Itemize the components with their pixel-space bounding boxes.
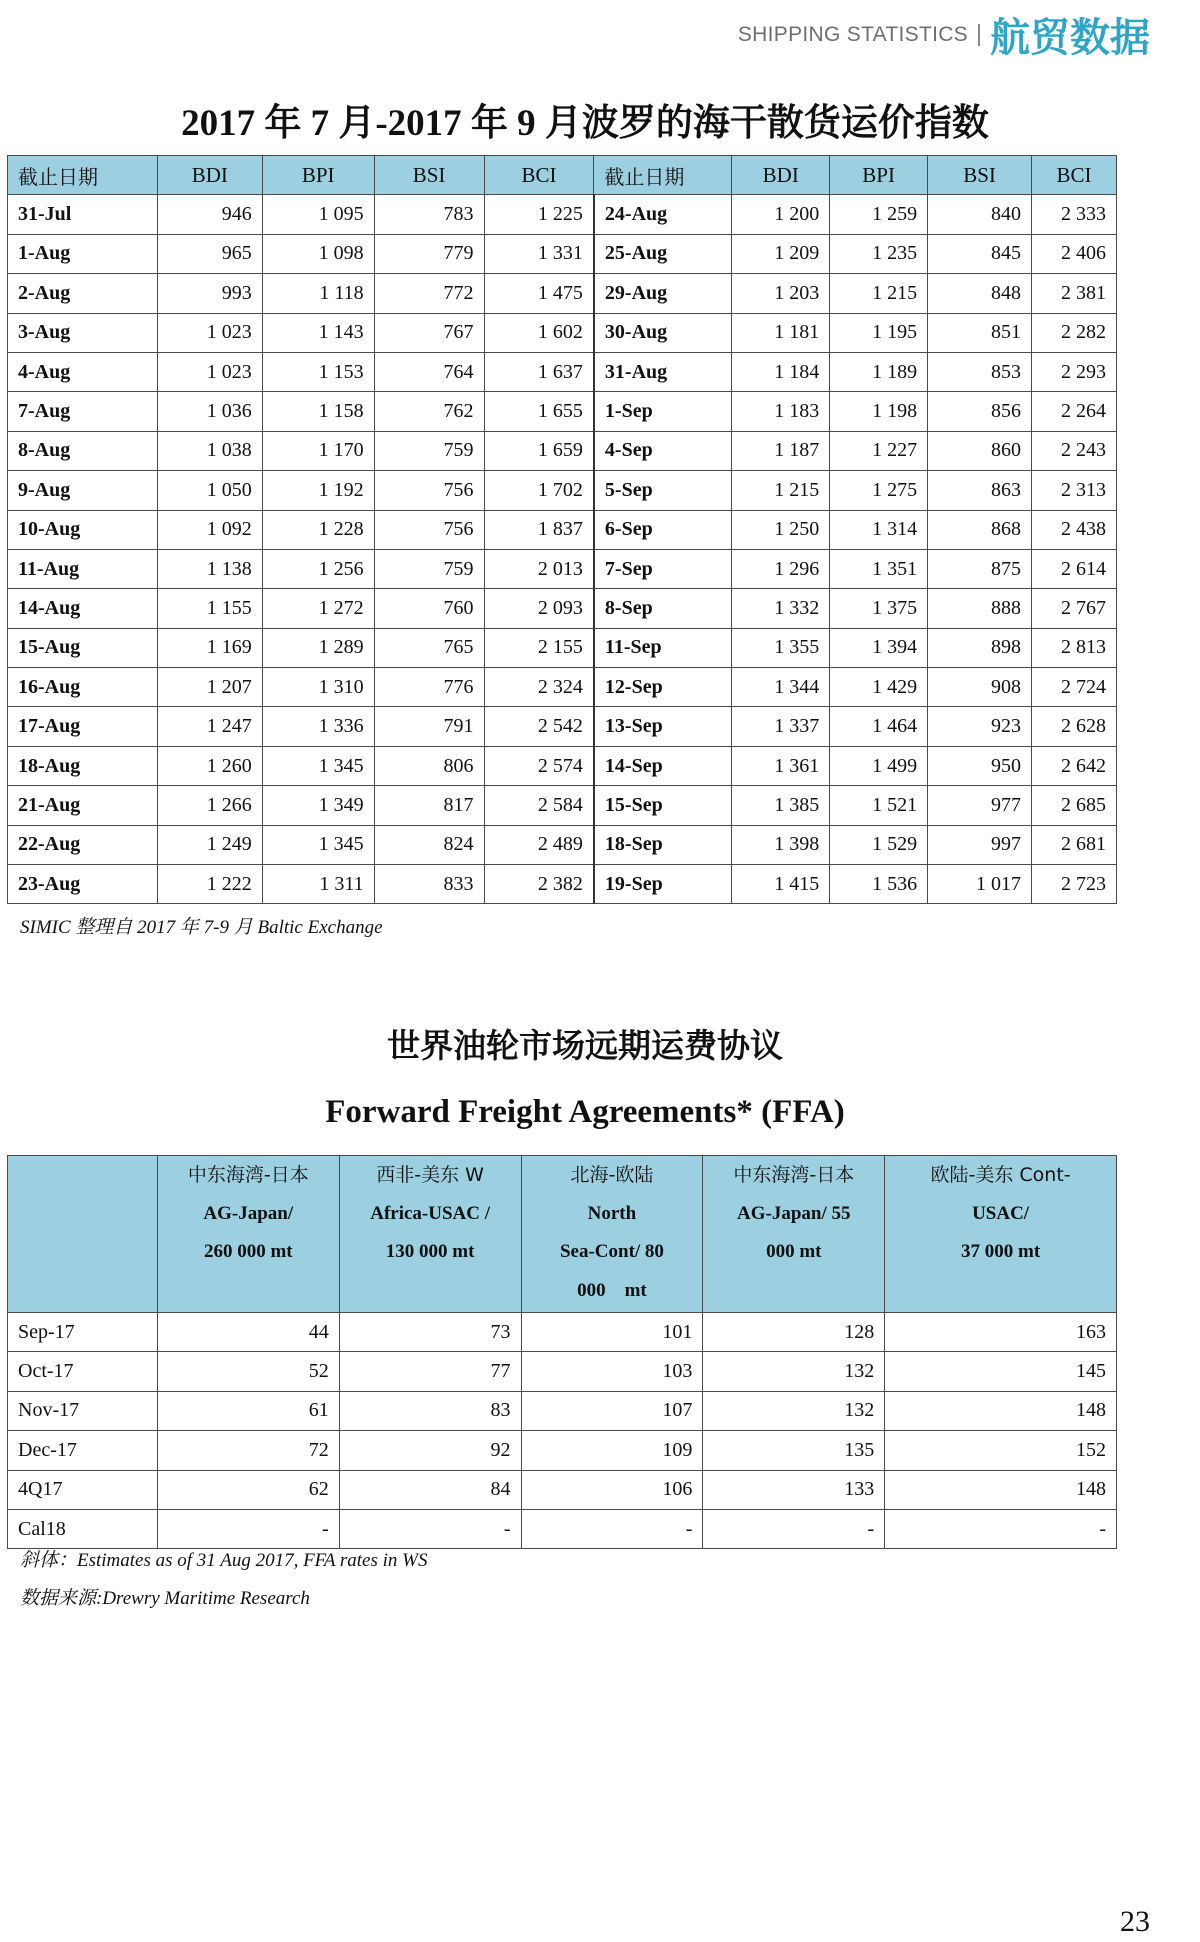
index-value-cell: 1 398 [732, 825, 830, 864]
index-value-cell: 1 153 [262, 352, 374, 391]
index-value-cell: 2 681 [1032, 825, 1117, 864]
index-value-cell: 1 602 [484, 313, 594, 352]
index-value-cell: 1 098 [262, 234, 374, 273]
index-value-cell: 1 529 [830, 825, 928, 864]
index-value-cell: 2 767 [1032, 589, 1117, 628]
index-value-cell: 2 324 [484, 668, 594, 707]
date-cell: 3-Aug [8, 313, 158, 352]
index-value-cell: 2 723 [1032, 865, 1117, 904]
index-value-cell: 1 464 [830, 707, 928, 746]
index-value-cell: 2 406 [1032, 234, 1117, 273]
index-value-cell: 776 [374, 668, 484, 707]
index-value-cell: 1 275 [830, 471, 928, 510]
rate-cell: 103 [521, 1352, 703, 1391]
bdi-header-cell: 截止日期 [594, 156, 732, 195]
ffa-route-en: 000 mt [766, 1241, 822, 1263]
table-row [8, 1352, 1117, 1391]
bdi-header-cell: BDI [732, 156, 830, 195]
index-value-cell: 1 655 [484, 392, 594, 431]
table-row [8, 825, 1117, 864]
date-cell: 5-Sep [594, 471, 732, 510]
rate-cell: 107 [521, 1391, 703, 1430]
index-value-cell: 2 313 [1032, 471, 1117, 510]
index-value-cell: 1 200 [732, 195, 830, 234]
index-value-cell: 1 260 [157, 746, 262, 785]
index-value-cell: 817 [374, 786, 484, 825]
index-value-cell: 1 215 [830, 274, 928, 313]
bdi-header-cell: BSI [928, 156, 1032, 195]
index-value-cell: 765 [374, 628, 484, 667]
ffa-route-header [157, 1156, 339, 1313]
index-value-cell: 1 637 [484, 352, 594, 391]
index-value-cell: 1 209 [732, 234, 830, 273]
index-value-cell: 1 521 [830, 786, 928, 825]
index-value-cell: 783 [374, 195, 484, 234]
date-cell: 17-Aug [8, 707, 158, 746]
table-row [8, 392, 1117, 431]
ffa-estimate-note: 斜体：Estimates as of 31 Aug 2017, FFA rates in WS [20, 1550, 428, 1571]
ffa-title-cn: 世界油轮市场远期运费协议 [387, 1026, 783, 1065]
index-value-cell: 1 038 [157, 431, 262, 470]
index-value-cell: 1 659 [484, 431, 594, 470]
ffa-route-en: Africa-USAC / [370, 1202, 490, 1224]
index-value-cell: 2 614 [1032, 549, 1117, 588]
index-value-cell: 2 013 [484, 549, 594, 588]
ffa-source-note: 数据来源:Drewry Maritime Research [20, 1588, 310, 1609]
rate-cell: 77 [339, 1352, 521, 1391]
date-cell: 4-Aug [8, 352, 158, 391]
table-row [8, 668, 1117, 707]
index-value-cell: 1 092 [157, 510, 262, 549]
index-value-cell: 1 195 [830, 313, 928, 352]
index-value-cell: 1 155 [157, 589, 262, 628]
rate-cell: 132 [703, 1391, 885, 1430]
index-value-cell: 908 [928, 668, 1032, 707]
period-cell: Oct-17 [8, 1352, 158, 1391]
rate-cell: 145 [885, 1352, 1117, 1391]
rate-cell: 73 [339, 1313, 521, 1352]
date-cell: 14-Aug [8, 589, 158, 628]
index-value-cell: 1 023 [157, 352, 262, 391]
rate-cell: 61 [157, 1391, 339, 1430]
index-value-cell: 756 [374, 471, 484, 510]
index-value-cell: 1 118 [262, 274, 374, 313]
rate-cell: 92 [339, 1431, 521, 1470]
bdi-table [7, 155, 1117, 904]
index-value-cell: 2 584 [484, 786, 594, 825]
index-value-cell: 2 628 [1032, 707, 1117, 746]
date-cell: 14-Sep [594, 746, 732, 785]
index-value-cell: 875 [928, 549, 1032, 588]
index-value-cell: 1 311 [262, 865, 374, 904]
period-cell: Sep-17 [8, 1313, 158, 1352]
index-value-cell: 1 536 [830, 865, 928, 904]
index-value-cell: 1 415 [732, 865, 830, 904]
period-cell: Dec-17 [8, 1431, 158, 1470]
rate-cell: 109 [521, 1431, 703, 1470]
index-value-cell: 1 837 [484, 510, 594, 549]
index-value-cell: 1 203 [732, 274, 830, 313]
index-value-cell: 1 272 [262, 589, 374, 628]
ffa-route-cn: 西非-美东 W [376, 1164, 484, 1186]
index-value-cell: 1 215 [732, 471, 830, 510]
rate-cell: 72 [157, 1431, 339, 1470]
index-value-cell: 759 [374, 431, 484, 470]
bdi-title: 2017 年 7 月-2017 年 9 月波罗的海干散货运价指数 [181, 103, 989, 144]
ffa-route-en: 37 000 mt [961, 1241, 1041, 1263]
index-value-cell: 977 [928, 786, 1032, 825]
index-value-cell: 759 [374, 549, 484, 588]
index-value-cell: 1 289 [262, 628, 374, 667]
index-value-cell: 860 [928, 431, 1032, 470]
index-value-cell: 1 250 [732, 510, 830, 549]
index-value-cell: 1 266 [157, 786, 262, 825]
bdi-header-cell: BDI [157, 156, 262, 195]
rate-cell: - [339, 1509, 521, 1548]
ffa-route-header [521, 1156, 703, 1313]
bdi-header-cell: BPI [262, 156, 374, 195]
index-value-cell: 1 429 [830, 668, 928, 707]
index-value-cell: 1 143 [262, 313, 374, 352]
index-value-cell: 2 382 [484, 865, 594, 904]
ffa-route-header [885, 1156, 1117, 1313]
rate-cell: 148 [885, 1470, 1117, 1509]
table-row [8, 195, 1117, 234]
index-value-cell: 1 235 [830, 234, 928, 273]
date-cell: 19-Sep [594, 865, 732, 904]
index-value-cell: 833 [374, 865, 484, 904]
rate-cell: - [521, 1509, 703, 1548]
bdi-header-cell: BSI [374, 156, 484, 195]
index-value-cell: 2 574 [484, 746, 594, 785]
table-row [8, 628, 1117, 667]
index-value-cell: 1 158 [262, 392, 374, 431]
date-cell: 29-Aug [594, 274, 732, 313]
index-value-cell: 2 724 [1032, 668, 1117, 707]
rate-cell: 152 [885, 1431, 1117, 1470]
rate-cell: 135 [703, 1431, 885, 1470]
rate-cell: 83 [339, 1391, 521, 1430]
date-cell: 1-Sep [594, 392, 732, 431]
rate-cell: - [157, 1509, 339, 1548]
period-cell: 4Q17 [8, 1470, 158, 1509]
table-row [8, 589, 1117, 628]
index-value-cell: 1 036 [157, 392, 262, 431]
index-value-cell: 1 336 [262, 707, 374, 746]
index-value-cell: 1 345 [262, 825, 374, 864]
ffa-route-en: Sea-Cont/ 80 [559, 1241, 664, 1263]
index-value-cell: 2 813 [1032, 628, 1117, 667]
date-cell: 9-Aug [8, 471, 158, 510]
index-value-cell: 1 198 [830, 392, 928, 431]
index-value-cell: 1 225 [484, 195, 594, 234]
index-value-cell: 1 314 [830, 510, 928, 549]
index-value-cell: 965 [157, 234, 262, 273]
date-cell: 30-Aug [594, 313, 732, 352]
ffa-route-en: 260 000 mt [203, 1241, 293, 1263]
date-cell: 15-Sep [594, 786, 732, 825]
index-value-cell: 779 [374, 234, 484, 273]
index-value-cell: 946 [157, 195, 262, 234]
ffa-route-cn: 欧陆-美东 Cont- [930, 1164, 1071, 1186]
table-row [8, 431, 1117, 470]
ffa-title-en: Forward Freight Agreements* (FFA) [325, 1094, 845, 1130]
index-value-cell: 1 355 [732, 628, 830, 667]
ffa-route-cn: 中东海湾-日本 [733, 1164, 855, 1186]
index-value-cell: 1 207 [157, 668, 262, 707]
date-cell: 21-Aug [8, 786, 158, 825]
index-value-cell: 2 243 [1032, 431, 1117, 470]
date-cell: 31-Jul [8, 195, 158, 234]
date-cell: 7-Aug [8, 392, 158, 431]
date-cell: 11-Aug [8, 549, 158, 588]
index-value-cell: 1 375 [830, 589, 928, 628]
index-value-cell: 1 337 [732, 707, 830, 746]
bdi-source-note: SIMIC 整理自 2017 年 7-9 月 Baltic Exchange [20, 917, 383, 938]
index-value-cell: 2 333 [1032, 195, 1117, 234]
ffa-route-en: AG-Japan/ [203, 1202, 294, 1224]
index-value-cell: 767 [374, 313, 484, 352]
ffa-route-cn: 中东海湾-日本 [187, 1164, 309, 1186]
index-value-cell: 1 499 [830, 746, 928, 785]
date-cell: 4-Sep [594, 431, 732, 470]
page-number: 23 [1120, 1905, 1150, 1938]
table-row [8, 234, 1117, 273]
table-row [8, 707, 1117, 746]
table-row [8, 746, 1117, 785]
table-row [8, 510, 1117, 549]
index-value-cell: 868 [928, 510, 1032, 549]
date-cell: 12-Sep [594, 668, 732, 707]
index-value-cell: 1 138 [157, 549, 262, 588]
rate-cell: 132 [703, 1352, 885, 1391]
index-value-cell: 1 345 [262, 746, 374, 785]
index-value-cell: 845 [928, 234, 1032, 273]
section-label-cn: 航贸数据 [990, 15, 1150, 61]
index-value-cell: 1 050 [157, 471, 262, 510]
index-value-cell: 1 184 [732, 352, 830, 391]
index-value-cell: 923 [928, 707, 1032, 746]
index-value-cell: 1 227 [830, 431, 928, 470]
index-value-cell: 1 017 [928, 865, 1032, 904]
index-value-cell: 1 702 [484, 471, 594, 510]
table-row [8, 274, 1117, 313]
table-row [8, 549, 1117, 588]
table-row [8, 1391, 1117, 1430]
index-value-cell: 993 [157, 274, 262, 313]
index-value-cell: 2 438 [1032, 510, 1117, 549]
index-value-cell: 1 344 [732, 668, 830, 707]
index-value-cell: 762 [374, 392, 484, 431]
index-value-cell: 1 249 [157, 825, 262, 864]
index-value-cell: 772 [374, 274, 484, 313]
bdi-header-cell: 截止日期 [8, 156, 158, 195]
date-cell: 10-Aug [8, 510, 158, 549]
date-cell: 8-Sep [594, 589, 732, 628]
date-cell: 16-Aug [8, 668, 158, 707]
rate-cell: 148 [885, 1391, 1117, 1430]
bdi-header-cell: BCI [484, 156, 594, 195]
rate-cell: 101 [521, 1313, 703, 1352]
index-value-cell: 2 642 [1032, 746, 1117, 785]
date-cell: 7-Sep [594, 549, 732, 588]
rate-cell: 163 [885, 1313, 1117, 1352]
index-value-cell: 848 [928, 274, 1032, 313]
date-cell: 11-Sep [594, 628, 732, 667]
index-value-cell: 1 095 [262, 195, 374, 234]
index-value-cell: 856 [928, 392, 1032, 431]
rate-cell: 44 [157, 1313, 339, 1352]
index-value-cell: 1 310 [262, 668, 374, 707]
bdi-header-cell: BPI [830, 156, 928, 195]
index-value-cell: 2 381 [1032, 274, 1117, 313]
period-cell: Nov-17 [8, 1391, 158, 1430]
index-value-cell: 2 685 [1032, 786, 1117, 825]
table-row [8, 1470, 1117, 1509]
rate-cell: 52 [157, 1352, 339, 1391]
index-value-cell: 2 093 [484, 589, 594, 628]
index-value-cell: 1 189 [830, 352, 928, 391]
index-value-cell: 851 [928, 313, 1032, 352]
date-cell: 25-Aug [594, 234, 732, 273]
index-value-cell: 1 183 [732, 392, 830, 431]
index-value-cell: 1 475 [484, 274, 594, 313]
section-header [738, 6, 1150, 63]
date-cell: 24-Aug [594, 195, 732, 234]
bdi-header-row [8, 156, 1117, 195]
index-value-cell: 853 [928, 352, 1032, 391]
index-value-cell: 2 293 [1032, 352, 1117, 391]
index-value-cell: 863 [928, 471, 1032, 510]
period-cell: Cal18 [8, 1509, 158, 1548]
index-value-cell: 1 187 [732, 431, 830, 470]
table-row [8, 352, 1117, 391]
ffa-route-en: USAC/ [972, 1202, 1030, 1224]
index-value-cell: 1 361 [732, 746, 830, 785]
index-value-cell: 898 [928, 628, 1032, 667]
index-value-cell: 1 181 [732, 313, 830, 352]
date-cell: 6-Sep [594, 510, 732, 549]
date-cell: 23-Aug [8, 865, 158, 904]
date-cell: 18-Sep [594, 825, 732, 864]
ffa-route-header [703, 1156, 885, 1313]
index-value-cell: 840 [928, 195, 1032, 234]
header-divider [978, 24, 980, 46]
index-value-cell: 760 [374, 589, 484, 628]
index-value-cell: 1 351 [830, 549, 928, 588]
ffa-route-en: 130 000 mt [385, 1241, 475, 1263]
index-value-cell: 1 349 [262, 786, 374, 825]
table-row [8, 786, 1117, 825]
ffa-route-en: 000 mt [577, 1279, 647, 1301]
index-value-cell: 1 023 [157, 313, 262, 352]
index-value-cell: 1 259 [830, 195, 928, 234]
rate-cell: - [885, 1509, 1117, 1548]
index-value-cell: 2 489 [484, 825, 594, 864]
table-row [8, 865, 1117, 904]
index-value-cell: 997 [928, 825, 1032, 864]
bdi-header-cell: BCI [1032, 156, 1117, 195]
date-cell: 18-Aug [8, 746, 158, 785]
rate-cell: 62 [157, 1470, 339, 1509]
rate-cell: 128 [703, 1313, 885, 1352]
index-value-cell: 1 170 [262, 431, 374, 470]
index-value-cell: 1 228 [262, 510, 374, 549]
index-value-cell: 2 264 [1032, 392, 1117, 431]
index-value-cell: 1 169 [157, 628, 262, 667]
index-value-cell: 1 385 [732, 786, 830, 825]
index-value-cell: 2 542 [484, 707, 594, 746]
ffa-route-en: North [587, 1202, 637, 1224]
index-value-cell: 888 [928, 589, 1032, 628]
table-row [8, 1431, 1117, 1470]
index-value-cell: 1 222 [157, 865, 262, 904]
ffa-route-header [339, 1156, 521, 1313]
index-value-cell: 791 [374, 707, 484, 746]
table-row [8, 313, 1117, 352]
index-value-cell: 950 [928, 746, 1032, 785]
table-row [8, 471, 1117, 510]
date-cell: 8-Aug [8, 431, 158, 470]
index-value-cell: 2 282 [1032, 313, 1117, 352]
index-value-cell: 1 192 [262, 471, 374, 510]
date-cell: 13-Sep [594, 707, 732, 746]
index-value-cell: 1 247 [157, 707, 262, 746]
rate-cell: 133 [703, 1470, 885, 1509]
rate-cell: 84 [339, 1470, 521, 1509]
rate-cell: 106 [521, 1470, 703, 1509]
index-value-cell: 764 [374, 352, 484, 391]
index-value-cell: 824 [374, 825, 484, 864]
index-value-cell: 1 331 [484, 234, 594, 273]
index-value-cell: 1 256 [262, 549, 374, 588]
ffa-route-cn: 北海-欧陆 [570, 1164, 654, 1186]
rate-cell: - [703, 1509, 885, 1548]
index-value-cell: 1 394 [830, 628, 928, 667]
date-cell: 22-Aug [8, 825, 158, 864]
index-value-cell: 806 [374, 746, 484, 785]
index-value-cell: 756 [374, 510, 484, 549]
section-label-en: SHIPPING STATISTICS [737, 22, 968, 46]
date-cell: 1-Aug [8, 234, 158, 273]
index-value-cell: 1 332 [732, 589, 830, 628]
date-cell: 31-Aug [594, 352, 732, 391]
table-row [8, 1509, 1117, 1548]
index-value-cell: 1 296 [732, 549, 830, 588]
ffa-header-row [8, 1156, 1117, 1313]
ffa-route-en: AG-Japan/ 55 [737, 1202, 851, 1224]
date-cell: 15-Aug [8, 628, 158, 667]
ffa-header-empty [8, 1156, 158, 1313]
date-cell: 2-Aug [8, 274, 158, 313]
table-row [8, 1313, 1117, 1352]
index-value-cell: 2 155 [484, 628, 594, 667]
ffa-table [7, 1155, 1117, 1549]
